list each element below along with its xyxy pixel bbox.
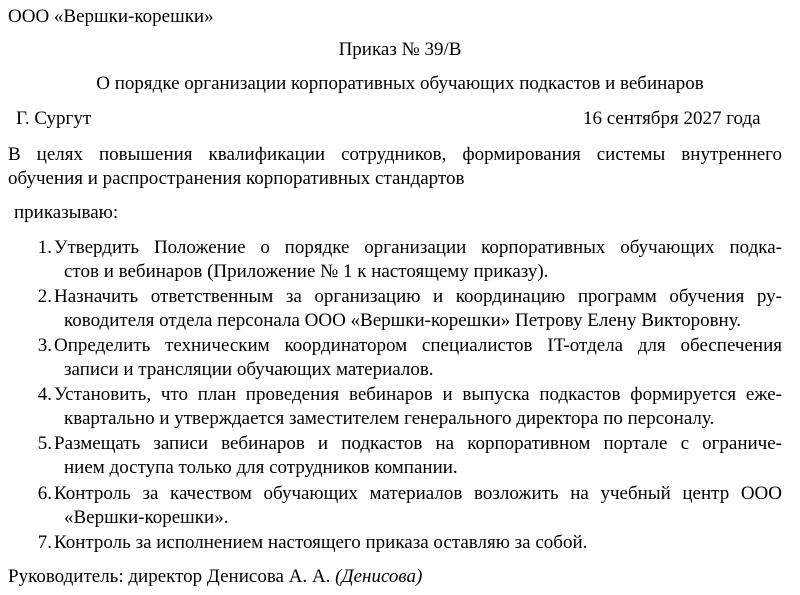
list-item-line-2: записи и трансляции обучающих материалов. (64, 359, 434, 380)
list-item-line-1: Утвердить Положение о порядке организации корпоративных обучающих подка- (54, 237, 782, 258)
list-item-number: 4. (37, 384, 52, 405)
list-item-line-2: квартально и утверждается заместителем генерального директора по персоналу. (64, 408, 715, 429)
preamble-line-2: обучения и распространения корпоративных стандартов (8, 168, 465, 189)
order-date: 16 сентября 2027 года (583, 108, 761, 129)
list-item-line-2: нием доступа только для сотрудников компании. (64, 457, 458, 478)
preamble (8, 143, 782, 191)
list-item-line-1: Установить, что план проведения вебинаров и выпуска подкастов формируется еже- (54, 384, 782, 405)
list-item-line-2: стов и вебинаров (Приложение № 1 к настоящему приказу). (64, 261, 549, 282)
city: Г. Сургут (16, 108, 92, 129)
list-item-number: 7. (37, 532, 52, 553)
company-name: ООО «Вершки-корешки» (8, 6, 214, 27)
signature-label: Руководитель: директор Денисова А. А. (8, 566, 331, 587)
list-item-number: 6. (37, 483, 52, 504)
signature (8, 566, 422, 588)
handwritten-signature: (Денисова) (335, 566, 423, 587)
list-item-line-2: «Вершки-корешки». (64, 507, 229, 528)
list-item-number: 5. (37, 433, 52, 454)
preamble-line-1: В целях повышения квалификации сотрудников, формирования системы внутреннего (8, 144, 782, 165)
list-item-line-1: Контроль за исполнением настоящего приказа оставляю за собой. (54, 532, 588, 553)
list-item-line-1: Определить техническим координатором специалистов IT-отдела для обеспечения (54, 335, 782, 356)
order-word: приказываю: (14, 202, 119, 223)
order-title: Приказ № 39/В (338, 39, 462, 60)
list-item-line-2: ководителя отдела персонала ООО «Вершки-корешки» Петрову Елену Викторовну. (64, 310, 742, 331)
list-item-number: 2. (37, 286, 52, 307)
list-item-number: 1. (37, 237, 52, 258)
list-item-line-1: Размещать записи вебинаров и подкастов на корпоративном портале с ограниче- (54, 433, 782, 454)
list-item-line-1: Контроль за качеством обучающих материалов возложить на учебный центр ООО (54, 483, 782, 504)
order-subject: О порядке организации корпоративных обучающих подкастов и вебинаров (96, 73, 704, 94)
list-item-line-1: Назначить ответственным за организацию и координацию программ обучения ру- (54, 286, 782, 307)
list-item-number: 3. (37, 335, 52, 356)
